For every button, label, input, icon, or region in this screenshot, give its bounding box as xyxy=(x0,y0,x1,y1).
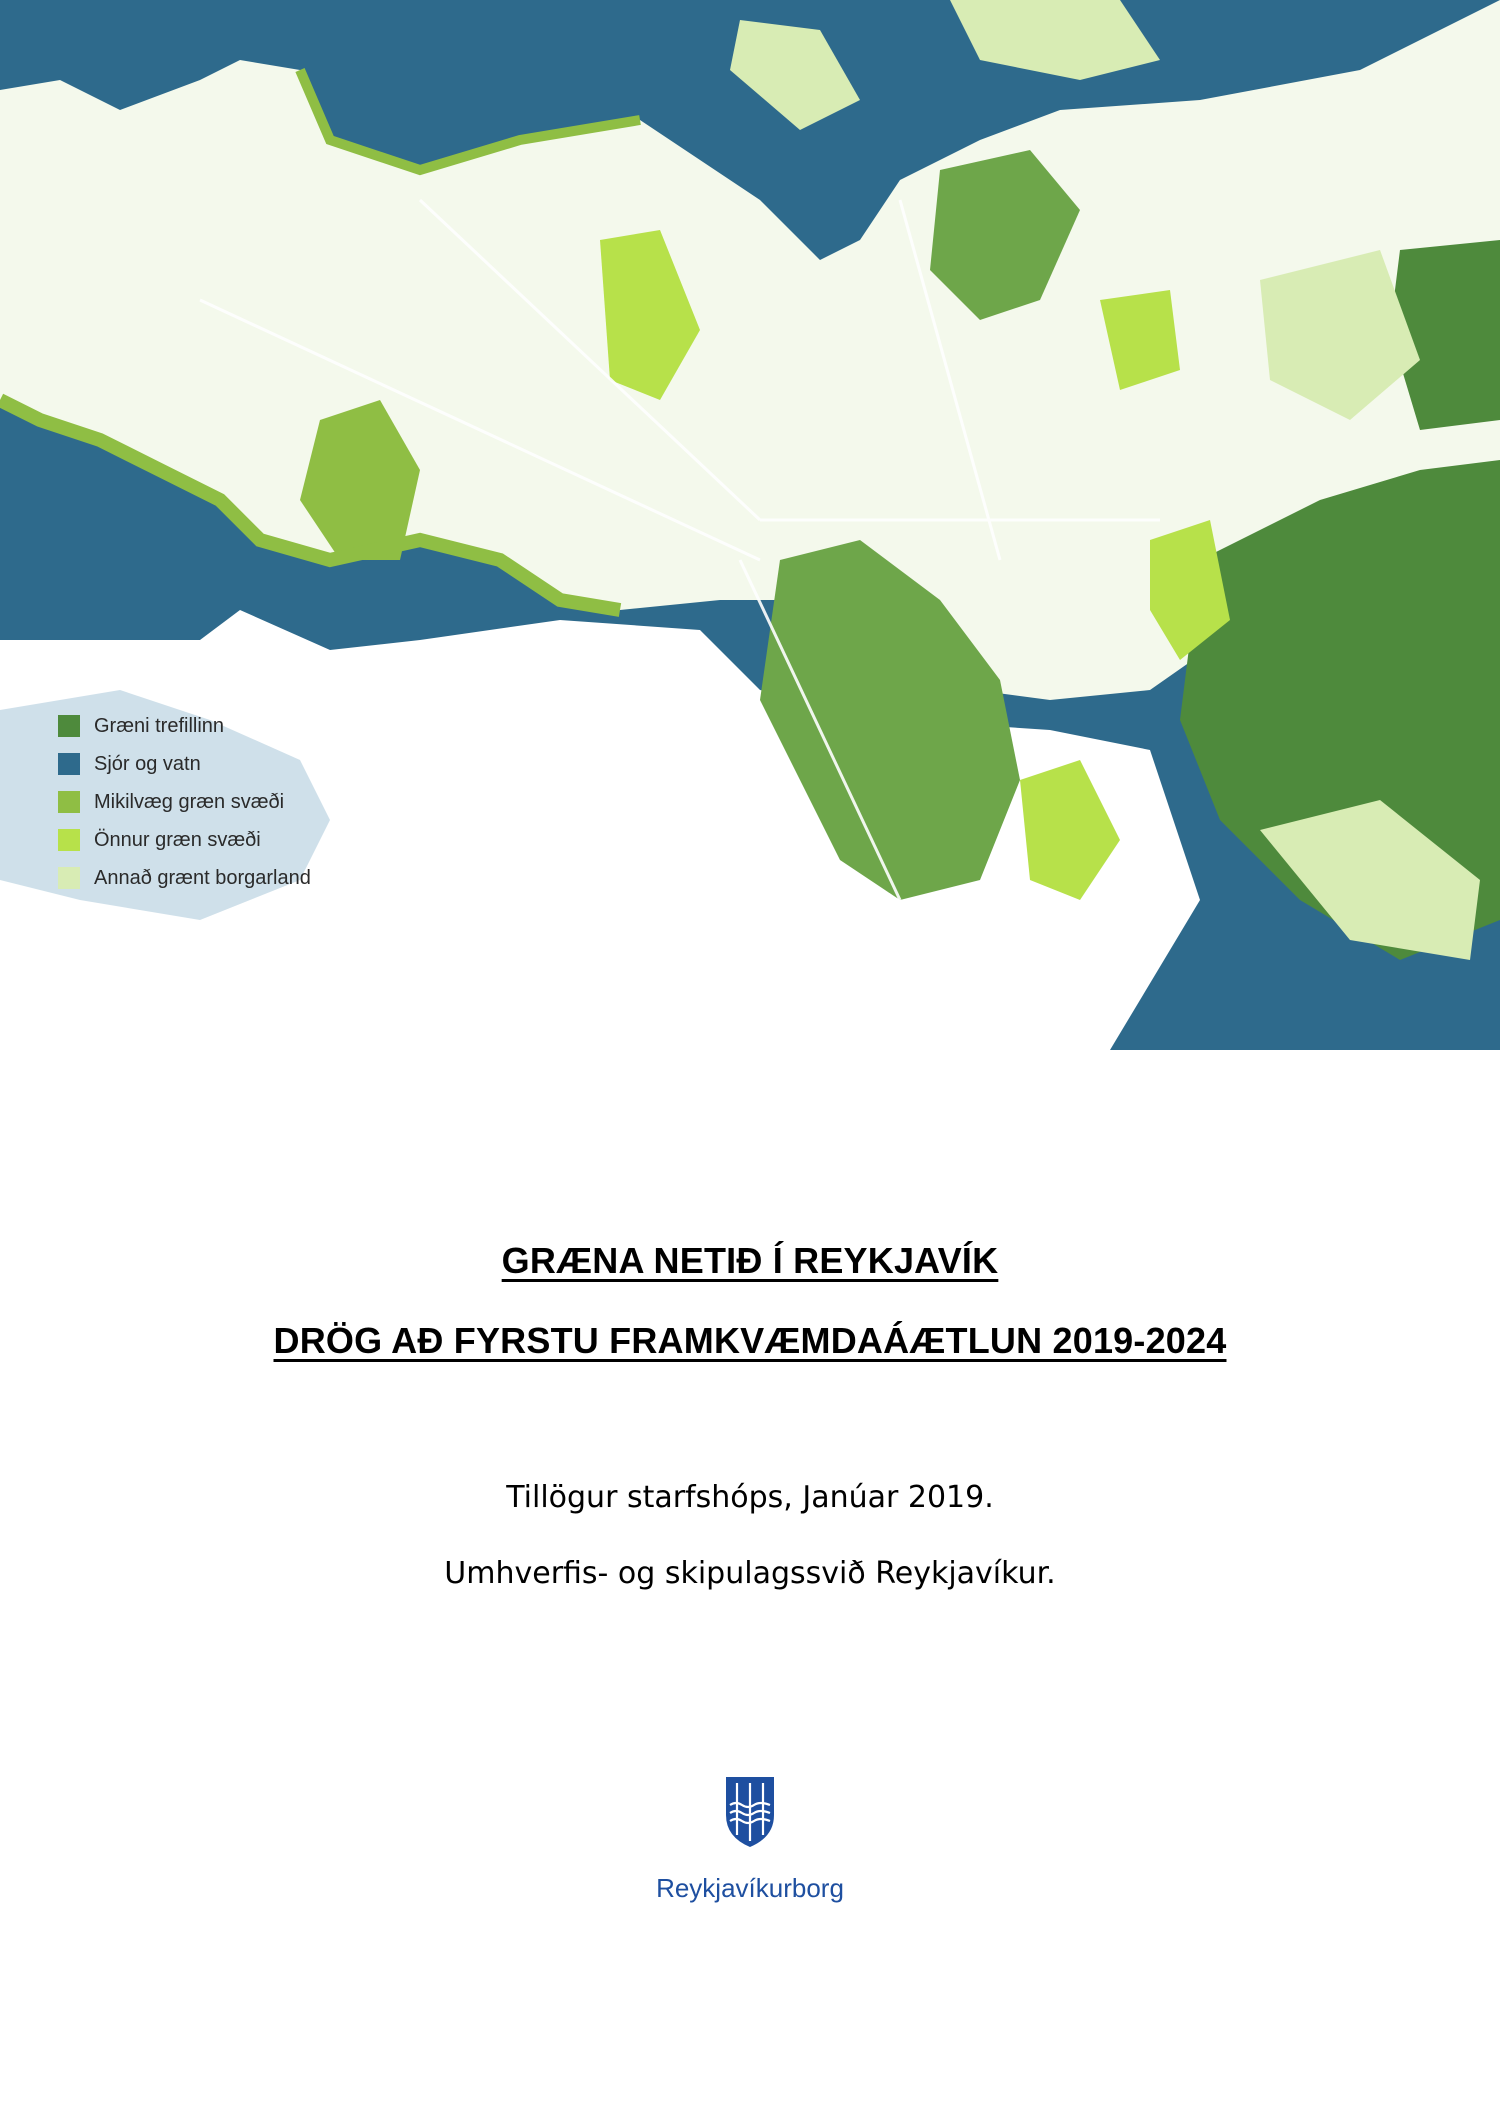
legend-item xyxy=(58,859,311,897)
legend-label: Annað grænt borgarland xyxy=(94,866,311,889)
legend-item xyxy=(58,783,311,821)
legend-item xyxy=(58,745,311,783)
legend-swatch xyxy=(58,829,80,851)
green-network-map xyxy=(0,0,1500,1050)
logo-wordmark: Reykjavíkurborg xyxy=(656,1873,844,1903)
document-title: GRÆNA NETIÐ Í REYKJAVÍK xyxy=(501,1240,999,1281)
department-line: Umhverfis- og skipulagssvið Reykjavíkur. xyxy=(444,1556,1056,1591)
legend-swatch xyxy=(58,791,80,813)
legend-label: Sjór og vatn xyxy=(94,752,201,775)
legend-swatch xyxy=(58,715,80,737)
legend-label: Önnur græn svæði xyxy=(94,828,261,851)
legend-item xyxy=(58,821,311,859)
reykjavik-crest-icon xyxy=(724,1775,776,1849)
legend-item xyxy=(58,707,311,745)
legend-label: Græni trefillinn xyxy=(94,714,225,737)
working-group-line: Tillögur starfshóps, Janúar 2019. xyxy=(506,1480,994,1515)
legend-swatch xyxy=(58,753,80,775)
reykjavik-logo xyxy=(0,1775,1500,1904)
legend-label: Mikilvæg græn svæði xyxy=(94,790,285,813)
legend-swatch xyxy=(58,867,80,889)
title-line-2-wrapper xyxy=(0,1320,1500,1362)
map-legend xyxy=(58,707,311,897)
document-subtitle-heading: DRÖG AÐ FYRSTU FRAMKVÆMDAÁÆTLUN 2019-2024 xyxy=(273,1320,1227,1361)
title-line-1-wrapper xyxy=(0,1240,1500,1282)
